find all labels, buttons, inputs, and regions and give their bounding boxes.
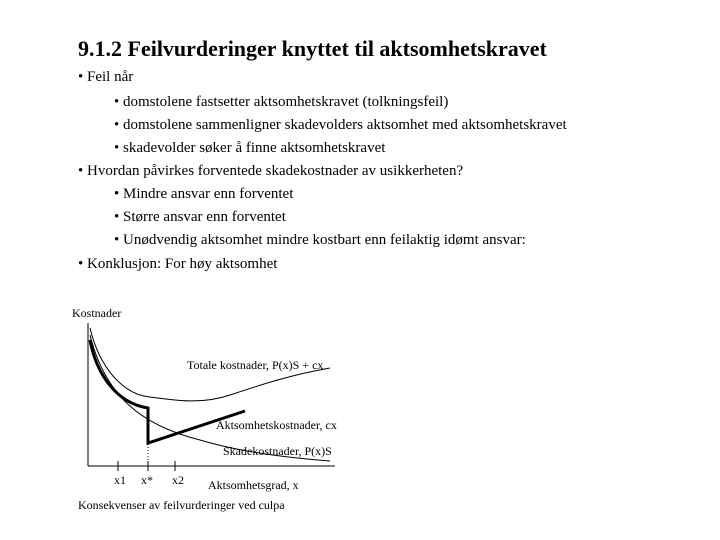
total-cost-label: Totale kostnader, P(x)S + cx — [187, 358, 324, 372]
sub-bullet-skadevolder: • skadevolder søker å finne aktsomhetskravet — [114, 140, 386, 156]
bullet-konklusjon: • Konklusjon: For høy aktsomhet — [78, 256, 278, 272]
tick-label-xstar: x* — [141, 473, 153, 487]
figure-caption: Konsekvenser av feilvurderinger ved culpa — [78, 498, 285, 512]
y-axis-label: Kostnader — [72, 306, 122, 320]
bullet-hvordan: • Hvordan påvirkes forventede skadekostnader av usikkerheten? — [78, 163, 464, 179]
damage-cost-label: Skadekostnader, P(x)S — [223, 444, 332, 458]
bullet-feil-naar: • Feil når — [78, 69, 134, 85]
tick-label-x1: x1 — [114, 473, 126, 487]
care-cost-label: Aktsomhetskostnader, cx — [216, 418, 337, 432]
tick-label-x2: x2 — [172, 473, 184, 487]
sub-bullet-storre-ansvar: • Større ansvar enn forventet — [114, 209, 286, 225]
slide-title: 9.1.2 Feilvurderinger knyttet til aktsomhetskravet — [78, 36, 547, 61]
x-axis-label: Aktsomhetsgrad, x — [208, 478, 299, 492]
sub-bullet-sammenligner: • domstolene sammenligner skadevolders aktsomhet med aktsomhetskravet — [114, 117, 567, 133]
sub-bullet-tolkningsfeil: • domstolene fastsetter aktsomhetskravet (tolkningsfeil) — [114, 94, 449, 110]
sub-bullet-unodvendig: • Unødvendig aktsomhet mindre kostbart enn feilaktig idømt ansvar: — [114, 232, 526, 248]
damage-cost-curve — [90, 335, 330, 461]
sub-bullet-mindre-ansvar: • Mindre ansvar enn forventet — [114, 186, 294, 202]
